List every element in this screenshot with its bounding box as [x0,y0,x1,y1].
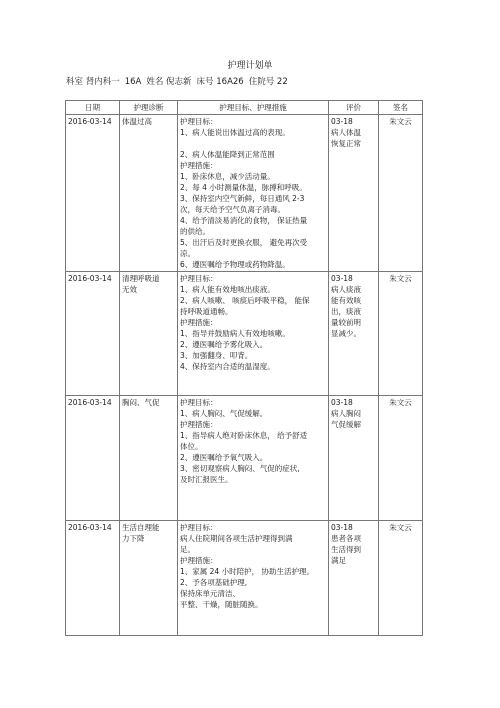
page-title: 护理计划单 [227,61,273,71]
measure-line: 1、病人胸闷、气促缓解。 [180,409,268,418]
header-measures: 护理目标、护理措施 [178,101,329,115]
name-field: 姓名 倪志新 [146,77,192,87]
date-cell: 2016-03-14 [66,396,120,521]
evaluation-line: 恢复正常 [331,139,361,148]
measure-line: 足。 [180,545,195,554]
evaluation-line: 出，痰液 [331,307,361,316]
bed-no-field: 16A [124,77,142,87]
evaluation-line: 满足 [331,556,346,565]
measure-line: 护理措施： [180,318,218,327]
diagnosis-cell [120,115,178,272]
signer-cell: 朱文云 [379,115,423,272]
evaluation-line: 生活得到 [331,545,361,554]
measure-line: 的供给。 [180,227,210,236]
measures-cell [178,115,329,272]
evaluation-line: 显减少。 [331,329,361,338]
evaluation-line: 03-18 [331,523,353,532]
measures-cell [178,272,329,396]
patient-info [66,75,293,87]
diagnosis-line: 清理呼吸道 [122,274,160,283]
header-evaluation: 评价 [329,101,379,115]
measure-line: 及时汇报医生。 [180,475,233,484]
measure-line: 5、出汗后及时更换衣服， 避免再次受 [180,238,308,247]
measure-line: 2、病人咳嗽、 咳痰后呼吸平稳， 能保 [180,296,310,305]
measure-line: 4、保持室内合适的温湿度。 [180,362,275,371]
measure-line: 护理目标： [180,274,218,283]
diagnosis-cell [120,521,178,636]
date-cell: 2016-03-14 [66,115,120,272]
header-date: 日期 [66,101,120,115]
care-plan-table [65,100,423,636]
evaluation-cell [329,115,379,272]
signer-cell: 朱文云 [379,521,423,636]
measure-line: 1、家属 24 小时陪护， 协助生活护理。 [180,567,314,576]
measure-line: 1、病人能说出体温过高的表现。 [180,128,290,137]
diagnosis-line: 体温过高 [122,117,152,126]
header-diagnosis: 护理诊断 [120,101,178,115]
table-row [66,272,423,396]
measure-line: 3、保持室内空气新鲜，每日通风 2-3 [180,194,305,203]
evaluation-cell [329,272,379,396]
measure-line: 平整、干燥，随脏随换。 [180,600,263,609]
measure-line: 2、遵医嘱给予氧气吸入。 [180,453,268,462]
evaluation-line: 03-18 [331,274,353,283]
evaluation-line: 气促缓解 [331,420,361,429]
measure-line: 护理措施： [180,420,218,429]
evaluation-cell [329,396,379,521]
measure-line: 2、病人体温能降到正常范围 [180,150,275,159]
measure-line: 1、病人能有效地咳出痰液。 [180,285,275,294]
measure-line: 2、予各项基础护理, [180,578,248,587]
measure-line: 体位。 [180,442,203,451]
bed-field: 床号 16A26 [196,77,244,87]
diagnosis-line: 胸闷、气促 [122,398,160,407]
evaluation-line: 03-18 [331,398,353,407]
diagnosis-line: 生活自理能 [122,523,160,532]
measure-line: 护理目标： [180,523,218,532]
measure-line: 护理措施： [180,556,218,565]
measure-line: 3、密切观察病人胸闷、气促的症状, [180,464,300,473]
measure-line: 病人住院期间各项生活护理得到满 [180,534,293,543]
evaluation-cell [329,521,379,636]
diagnosis-cell [120,272,178,396]
evaluation-line: 能有效咳 [331,296,361,305]
measure-line: 保持床单元清洁、 [180,589,240,598]
diagnosis-cell [120,396,178,521]
header-signer: 签名 [379,101,423,115]
measure-line: 2、每 4 小时测量体温，脉搏和呼吸。 [180,183,307,192]
measure-line [180,138,326,149]
table-row [66,396,423,521]
measure-line: 1、卧床休息，减少活动量。 [180,172,275,181]
table-row [66,115,423,272]
evaluation-line: 病人胸闷 [331,409,361,418]
date-cell: 2016-03-14 [66,272,120,396]
measure-line: 凉。 [180,249,195,258]
measure-line: 持呼吸道通畅。 [180,307,233,316]
measure-line: 3、加强翻身、叩背。 [180,351,253,360]
measure-line: 4、给予清淡易消化的食物， 保证热量 [180,216,308,225]
dept-field: 科室 肾内科一 [66,77,120,87]
diagnosis-line: 无效 [122,285,137,294]
measure-line: 6、遵医嘱给予物理或药物降温。 [180,260,290,269]
admission-field: 住院号 22 [248,77,288,87]
signer-cell: 朱文云 [379,272,423,396]
diagnosis-line: 力下降 [122,534,145,543]
table-row [66,521,423,636]
table-body [66,115,423,636]
table-header-row [66,101,423,115]
measure-line: 护理目标： [180,117,218,126]
evaluation-line: 病人体温 [331,128,361,137]
evaluation-line: 量较前明 [331,318,361,327]
date-cell: 2016-03-14 [66,521,120,636]
measure-line: 1、指导病人绝对卧床休息， 给予舒适 [180,431,308,440]
measure-line: 次，每天给予空气负离子消毒。 [180,205,285,214]
measure-line: 护理目标： [180,398,218,407]
evaluation-line: 病人痰液 [331,285,361,294]
measures-cell [178,521,329,636]
signer-cell: 朱文云 [379,396,423,521]
measures-cell [178,396,329,521]
measure-line: 1、指导并鼓励病人有效地咳嗽。 [180,329,290,338]
evaluation-line: 03-18 [331,117,353,126]
evaluation-line: 患者各项 [331,534,361,543]
measure-line: 2、遵医嘱给予雾化吸入。 [180,340,268,349]
measure-line: 护理措施： [180,161,218,170]
